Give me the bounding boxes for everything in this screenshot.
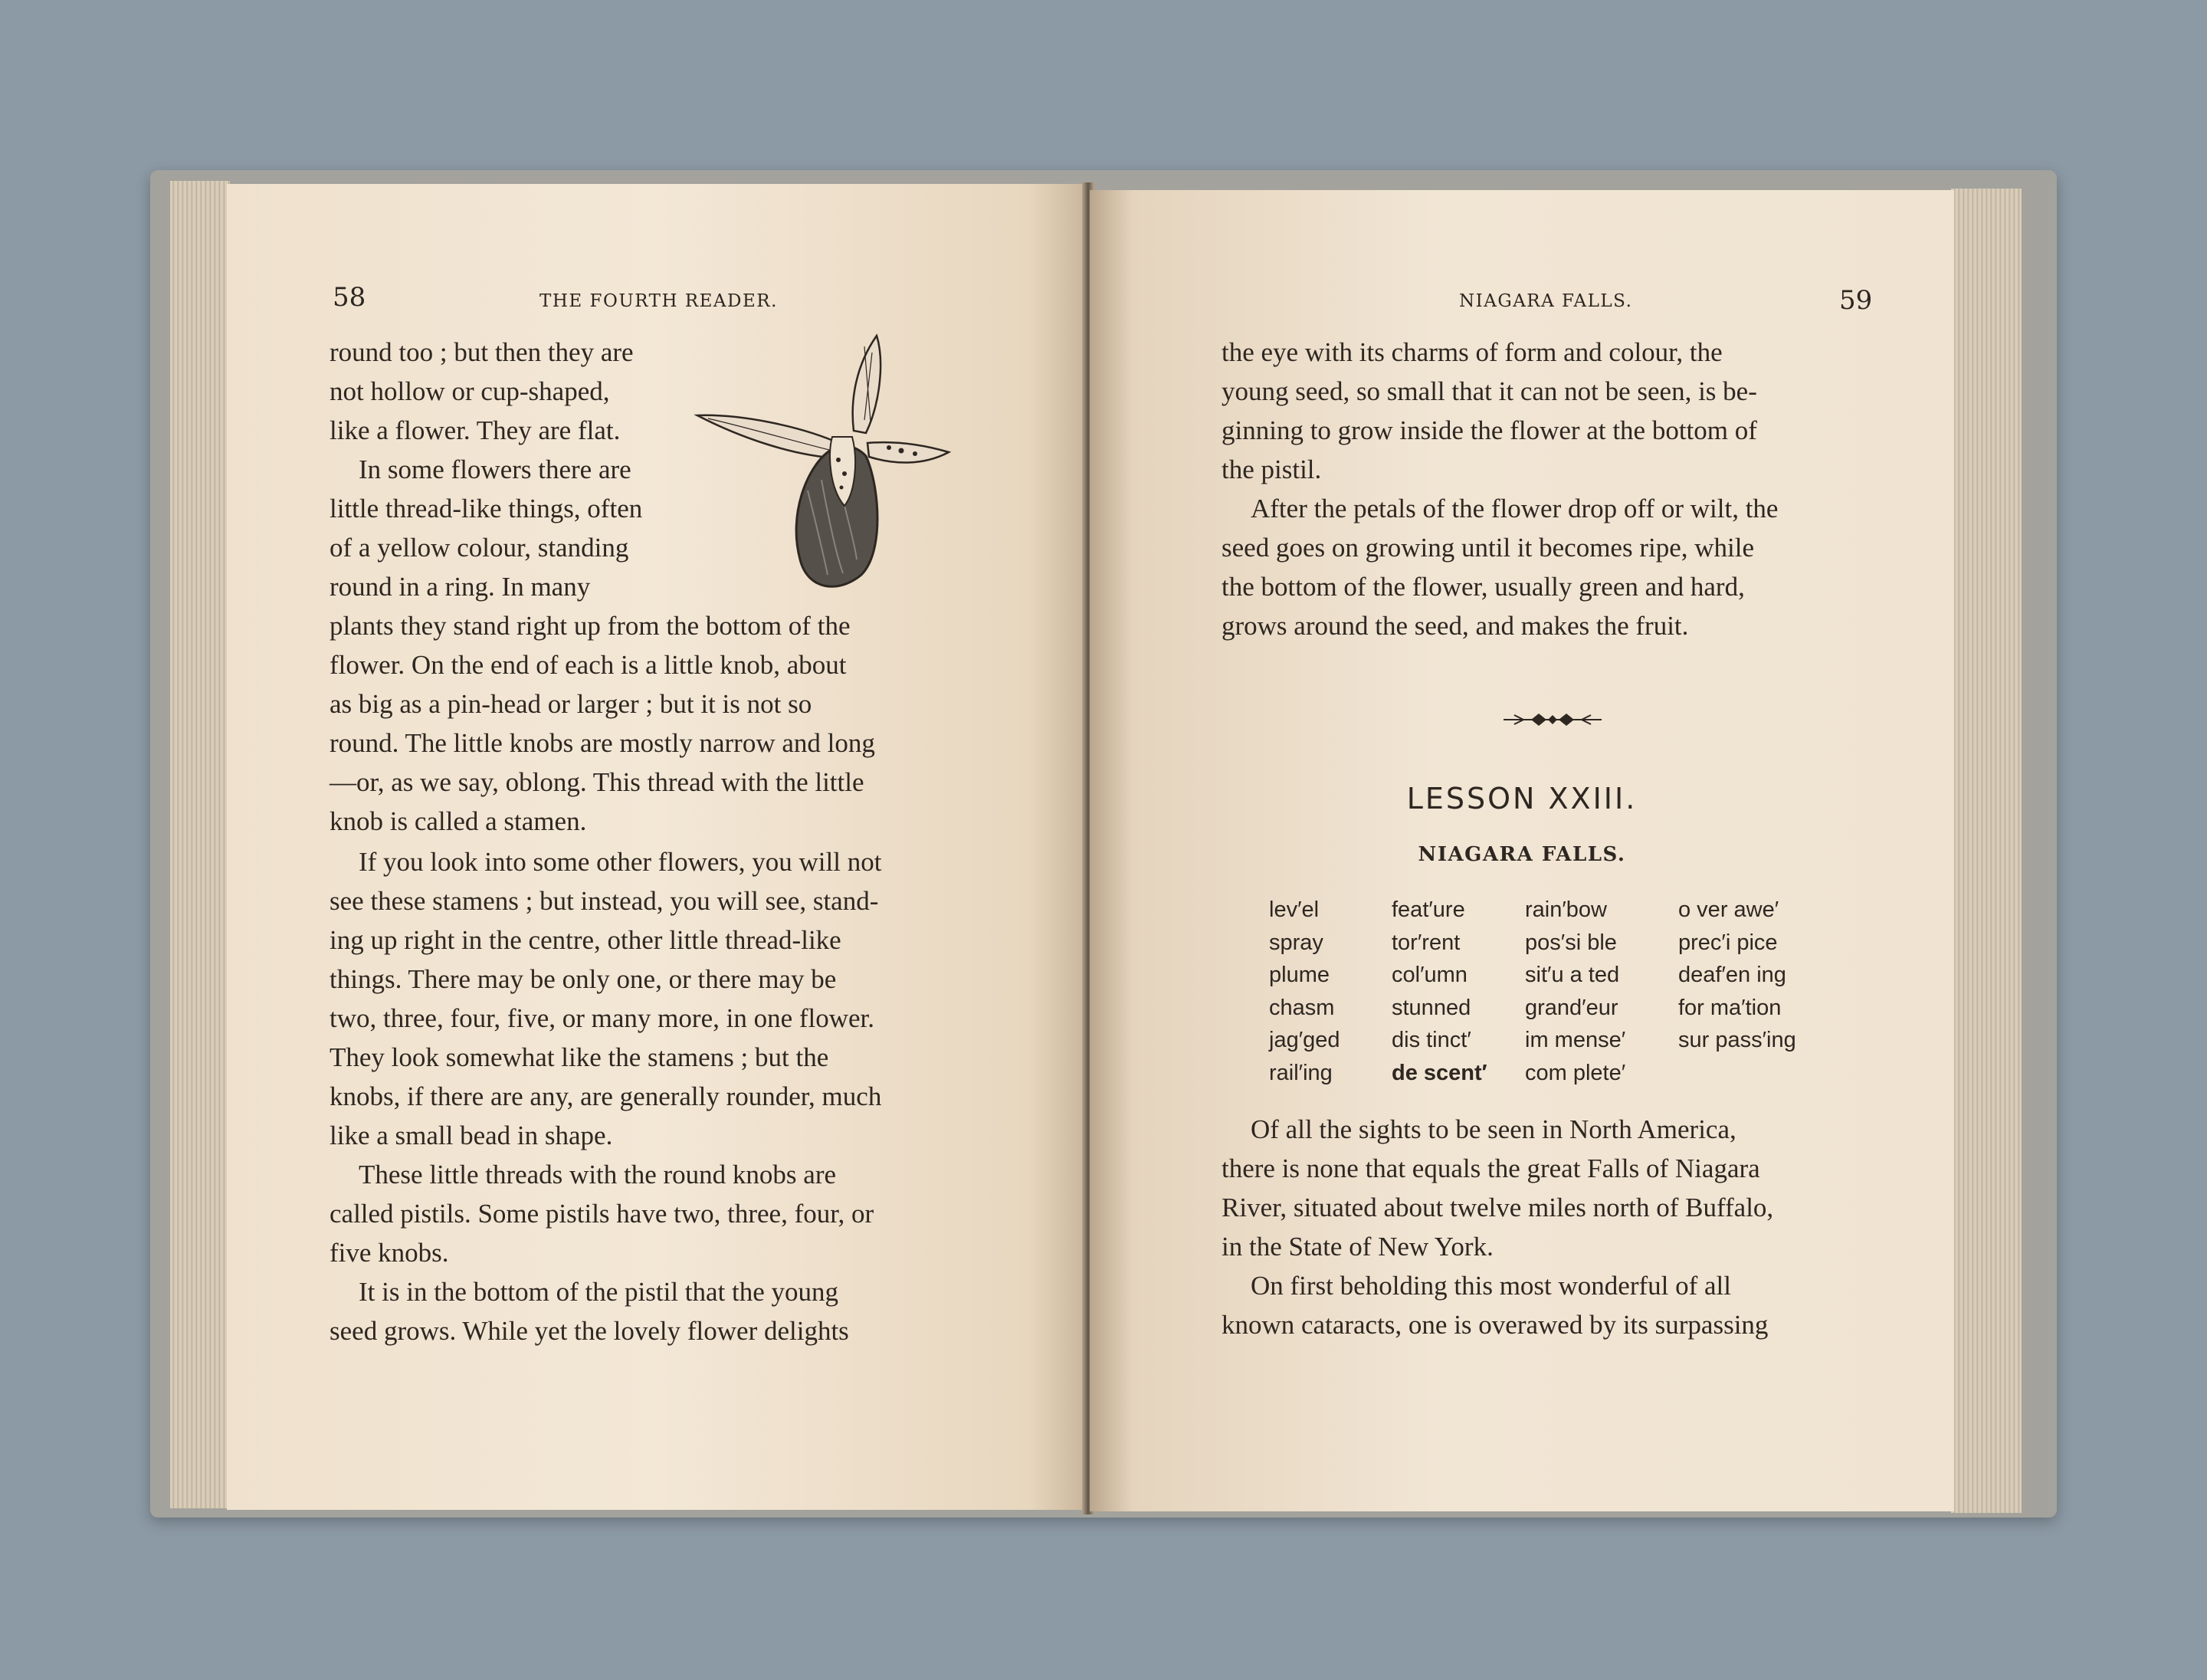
text-line: grows around the seed, and makes the fruit.	[1222, 611, 1689, 641]
vocab-word: feat′ure	[1392, 897, 1465, 922]
vocab-column	[1678, 894, 1796, 1057]
text-line: of a yellow colour, standing	[330, 533, 629, 563]
text-line: not hollow or cup-shaped,	[330, 376, 610, 406]
text-line: like a flower. They are flat.	[330, 415, 621, 445]
text-line: seed grows. While yet the lovely flower delights	[330, 1316, 849, 1346]
vocab-word: de scent′	[1392, 1060, 1487, 1085]
text-line: things. There may be only one, or there may be	[330, 964, 837, 994]
vocab-word: prec′i pice	[1678, 930, 1778, 955]
vocab-word: for ma′tion	[1678, 995, 1782, 1020]
text-line: seed goes on growing until it becomes ripe, while	[1222, 533, 1754, 563]
lesson-title: LESSON XXIII.	[1406, 782, 1638, 815]
text-line: These little threads with the round knobs are	[359, 1160, 837, 1189]
orchid-illustration-frame	[693, 330, 969, 605]
left-page	[227, 184, 1088, 1510]
text-line: like a small bead in shape.	[330, 1121, 613, 1150]
text-line: It is in the bottom of the pistil that the young	[359, 1277, 839, 1307]
vocab-word: com plete′	[1525, 1060, 1626, 1085]
text-line: round too ; but then they are	[330, 337, 634, 367]
vocab-word: spray	[1269, 930, 1323, 955]
vocab-word: col′umn	[1392, 963, 1468, 987]
text-line: young seed, so small that it can not be seen, is be-	[1222, 376, 1757, 406]
text-line: flower. On the end of each is a little knob, about	[330, 650, 847, 680]
vocab-word: im mense′	[1525, 1028, 1626, 1052]
vocab-word: jag′ged	[1269, 1028, 1340, 1052]
text-line: known cataracts, one is overawed by its surpassing	[1222, 1310, 1769, 1340]
text-line: the bottom of the flower, usually green and hard,	[1222, 572, 1745, 602]
lesson-subtitle: NIAGARA FALLS.	[1418, 843, 1626, 866]
vocab-word: tor′rent	[1392, 930, 1461, 955]
vocab-word: rain′bow	[1525, 897, 1607, 922]
text-line: ginning to grow inside the flower at the bottom of	[1222, 415, 1757, 445]
text-line: In some flowers there are	[359, 454, 631, 484]
vocab-word: lev′el	[1269, 897, 1320, 922]
text-line: round in a ring. In many	[330, 572, 591, 602]
paragraph	[1222, 1266, 1865, 1344]
paragraph	[1222, 489, 1865, 645]
page-number: 58	[333, 282, 366, 313]
page-number: 59	[1839, 285, 1873, 316]
text-line: plants they stand right up from the bottom of the	[330, 611, 851, 641]
paragraph	[330, 1272, 969, 1350]
paragraph	[1222, 333, 1865, 489]
text-line: the pistil.	[1222, 454, 1322, 484]
ornament-divider-icon	[1500, 708, 1605, 731]
vocab-word: deaf′en ing	[1678, 963, 1786, 987]
text-line: two, three, four, five, or many more, in one flower.	[330, 1003, 875, 1033]
text-line: called pistils. Some pistils have two, three, four, or	[330, 1199, 874, 1229]
right-page	[1090, 190, 1954, 1511]
text-line: On first beholding this most wonderful of all	[1251, 1271, 1732, 1301]
paragraph	[1222, 1110, 1865, 1266]
vocab-column	[1392, 894, 1487, 1089]
text-line: knob is called a stamen.	[330, 806, 587, 836]
text-line: If you look into some other flowers, you will not	[359, 847, 882, 877]
text-line: Of all the sights to be seen in North America,	[1251, 1114, 1736, 1144]
vocab-word: chasm	[1269, 995, 1335, 1020]
running-head: THE FOURTH READER.	[539, 291, 778, 311]
text-line: see these stamens ; but instead, you will see, stand-	[330, 886, 879, 916]
text-line: as big as a pin-head or larger ; but it is not so	[330, 689, 812, 719]
text-line: the eye with its charms of form and colour, the	[1222, 337, 1723, 367]
vocab-word: o ver awe′	[1678, 897, 1779, 922]
vocab-word: grand′eur	[1525, 995, 1618, 1020]
vocab-word: pos′si ble	[1525, 930, 1617, 955]
text-line: five knobs.	[330, 1238, 449, 1268]
text-line: —or, as we say, oblong. This thread with the little	[330, 767, 864, 797]
text-line: After the petals of the flower drop off or wilt, the	[1251, 494, 1779, 523]
orchid-illustration-icon	[693, 330, 969, 605]
text-line: round. The little knobs are mostly narrow and long	[330, 728, 875, 758]
running-head: NIAGARA FALLS.	[1459, 291, 1633, 311]
vocab-word: rail′ing	[1269, 1060, 1333, 1085]
page-edges-right	[1951, 189, 2022, 1513]
vocab-column	[1525, 894, 1625, 1089]
vocab-column	[1269, 894, 1340, 1089]
text-line: in the State of New York.	[1222, 1232, 1494, 1262]
text-line: little thread-like things, often	[330, 494, 643, 523]
vocab-word: sit′u a ted	[1525, 963, 1620, 987]
text-line: ing up right in the centre, other little thread-like	[330, 925, 841, 955]
vocab-word: sur pass′ing	[1678, 1028, 1796, 1052]
vocab-word: stunned	[1392, 995, 1471, 1020]
text-line: there is none that equals the great Falls of Niagara	[1222, 1153, 1760, 1183]
paragraph	[330, 1155, 969, 1272]
left-body-text	[330, 333, 969, 1350]
right-bottom-text	[1222, 1110, 1865, 1344]
text-line: River, situated about twelve miles north of Buffalo,	[1222, 1193, 1774, 1222]
page-edges-left	[170, 181, 230, 1508]
vocabulary-table	[1269, 894, 1821, 1093]
text-line: knobs, if there are any, are generally rounder, much	[330, 1081, 882, 1111]
vocab-word: dis tinct′	[1392, 1028, 1471, 1052]
paragraph	[330, 842, 969, 1155]
vocab-word: plume	[1269, 963, 1330, 987]
right-top-text	[1222, 333, 1865, 645]
text-line: They look somewhat like the stamens ; but the	[330, 1042, 829, 1072]
